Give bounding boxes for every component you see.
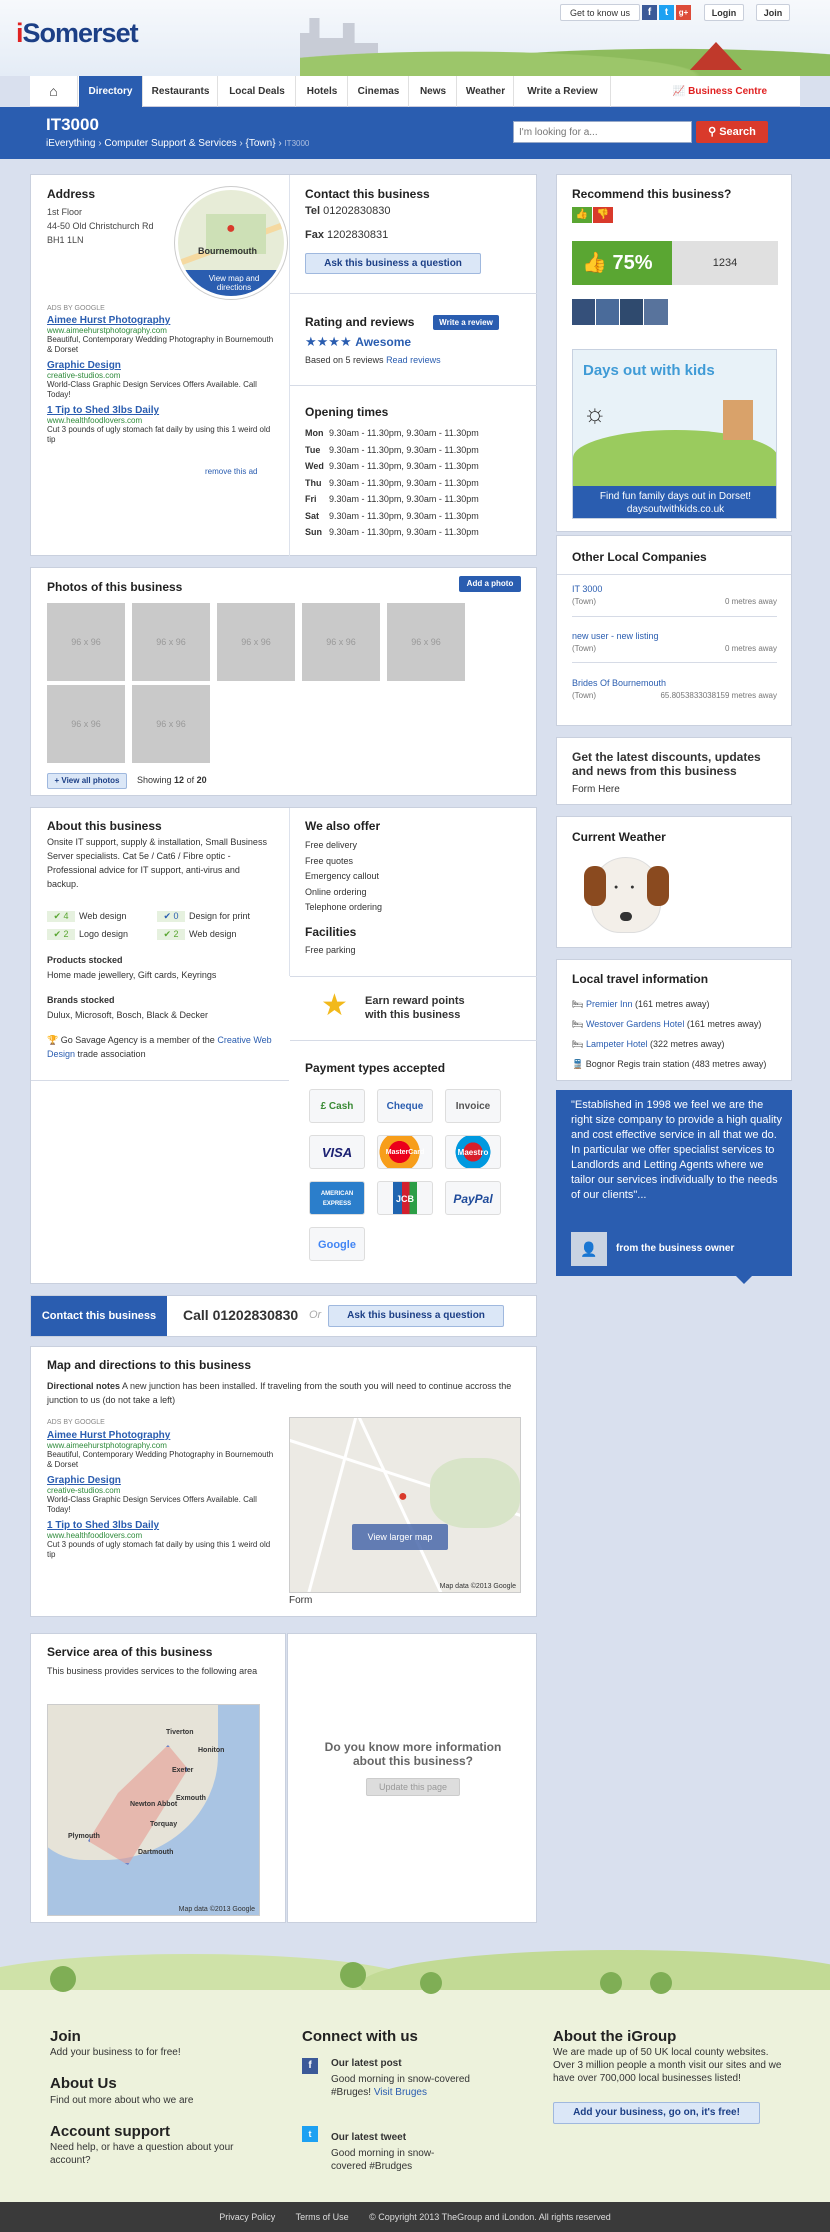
get-to-know-label: Get to know us <box>560 4 640 21</box>
offer-heading: We also offer <box>305 819 381 833</box>
recommender-avatars[interactable] <box>572 299 668 325</box>
facebook-icon[interactable]: f <box>302 2058 318 2074</box>
payment-maestro: Maestro <box>445 1135 501 1169</box>
ads-label: ADS BY GOOGLE <box>47 305 105 312</box>
local-company-link[interactable]: Brides Of Bournemouth <box>572 678 667 688</box>
ad-url[interactable]: www.aimeehurstphotography.com <box>47 326 167 335</box>
opening-times-list <box>305 425 479 541</box>
offer-item: Online ordering <box>305 886 367 897</box>
contact-bar <box>30 1295 537 1337</box>
dog-ear-icon <box>584 866 606 906</box>
tel-label: Tel <box>305 205 321 217</box>
write-review-button[interactable]: Write a review <box>433 315 499 330</box>
facilities-heading: Facilities <box>305 925 357 939</box>
ask-question-button[interactable]: Ask this business a question <box>305 253 481 274</box>
dog-ear-icon <box>647 866 669 906</box>
payment-heading: Payment types accepted <box>305 1061 446 1075</box>
ask-question-button[interactable]: Ask this business a question <box>328 1305 504 1327</box>
map-park <box>430 1458 520 1528</box>
directions-form[interactable]: Form <box>289 1595 313 1606</box>
ad-url[interactable]: www.aimeehurstphotography.com <box>47 1441 167 1450</box>
current-weather <box>556 816 792 948</box>
google-ads-block <box>47 315 277 445</box>
breadcrumb: iEverything › Computer Support & Services › {Town} › IT3000 <box>46 138 310 149</box>
photos-card <box>30 567 537 796</box>
service-tag: ✔ 2 Logo design <box>47 929 128 940</box>
nav-weather[interactable]: Weather <box>458 76 514 107</box>
service-tag: ✔ 4 Web design <box>47 911 126 922</box>
site-footer <box>0 1942 830 2202</box>
footer-join-heading[interactable]: Join <box>50 2028 81 2045</box>
ads-label: ADS BY GOOGLE <box>47 1419 105 1426</box>
site-logo[interactable]: iSomerset <box>16 18 138 48</box>
trophy-icon: 🏆 <box>47 1035 61 1045</box>
service-area-map[interactable] <box>47 1704 260 1916</box>
map-pin-icon: ● <box>398 1488 408 1505</box>
address-line: 1st Floor <box>47 207 83 217</box>
address-line: BH1 1LN <box>47 235 84 245</box>
know-more-text: Do you know more information about this business? <box>324 1740 502 1768</box>
ad-desc: Beautiful, Contemporary Wedding Photography in Bournemouth & Dorset <box>47 1450 274 1469</box>
read-reviews-link[interactable]: Read reviews <box>386 355 441 365</box>
nav-directory[interactable]: Directory <box>79 76 143 107</box>
facility-item: Free parking <box>305 945 356 955</box>
latest-tweet-text: Good morning in snow-covered #Brudges <box>331 2148 435 2172</box>
terms-link[interactable]: Terms of Use <box>295 2212 349 2222</box>
about-heading: About this business <box>47 819 162 833</box>
hours-row: Sun 9.30am - 11.30pm, 9.30am - 11.30pm <box>305 527 479 537</box>
chart-icon: 📈 <box>672 86 689 97</box>
bed-icon: 🛏 <box>572 999 586 1009</box>
photos-heading: Photos of this business <box>47 580 183 594</box>
privacy-policy-link[interactable]: Privacy Policy <box>219 2212 276 2222</box>
discounts-signup <box>556 737 792 805</box>
add-business-button[interactable]: Add your business, go on, it's free! <box>553 2102 760 2124</box>
brands-text: Dulux, Microsoft, Bosch, Black & Decker <box>47 1010 209 1020</box>
service-area-text: This business provides services to the following area <box>47 1666 258 1676</box>
products-heading: Products stocked <box>47 955 123 965</box>
divider <box>31 1080 289 1081</box>
directional-notes: Directional notes A new junction has been installed. If traveling from the south you will need to continue accross the junction to us (do not take a left) <box>47 1381 512 1405</box>
footer-igroup-text: We are made up of 50 UK local county websites. Over 3 million people a month visit our sites and we have over 700,000 local businesses listed! <box>553 2047 782 2084</box>
map-town-label: Bournemouth <box>198 246 257 256</box>
map-place-label: Torquay <box>150 1821 178 1828</box>
travel-item: 🚆 Bognor Regis train station (483 metres away) <box>572 1059 767 1069</box>
service-area-card <box>30 1633 286 1923</box>
twitter-icon[interactable]: t <box>302 2126 318 2142</box>
remove-ad-link[interactable]: remove this ad <box>205 467 258 476</box>
nav-cinemas[interactable]: Cinemas <box>349 76 409 107</box>
know-more-card <box>287 1633 537 1923</box>
castle-illustration <box>723 400 753 440</box>
ad-url[interactable]: www.healthfoodlovers.com <box>47 1531 143 1540</box>
photo-placeholder[interactable]: 96 x 96 <box>132 685 210 763</box>
ad-title[interactable]: 1 Tip to Shed 3lbs Daily <box>47 1520 160 1531</box>
address-line: 44-50 Old Christchurch Rd <box>47 221 154 231</box>
travel-item: 🛏 Westover Gardens Hotel (161 metres away) <box>572 1019 762 1029</box>
owner-avatar: 👤 <box>571 1232 607 1266</box>
map-place-label: Exeter <box>172 1767 194 1774</box>
hills-illustration <box>300 38 830 76</box>
contact-bar-label: Contact this business <box>31 1296 167 1336</box>
weather-heading: Current Weather <box>572 830 666 844</box>
ad-title[interactable]: Aimee Hurst Photography <box>47 1430 171 1441</box>
divider <box>572 616 777 617</box>
map-attribution: Map data ©2013 Google <box>439 1583 516 1590</box>
directions-card <box>30 1346 537 1617</box>
train-icon: 🚆 <box>572 1059 586 1069</box>
offer-item: Free quotes <box>305 855 354 866</box>
divider <box>290 293 537 294</box>
star-reward-icon: ★ <box>321 989 348 1022</box>
home-icon[interactable]: ⌂ <box>30 76 78 107</box>
rating-stars <box>305 334 411 350</box>
or-label: Or <box>309 1309 322 1321</box>
nav-business-centre[interactable]: 📈 Business Centre <box>672 86 768 97</box>
divider <box>290 1040 537 1041</box>
hours-row: Thu 9.30am - 11.30pm, 9.30am - 11.30pm <box>305 477 479 488</box>
join-button[interactable]: Join <box>756 4 790 21</box>
divider <box>572 662 777 663</box>
nav-news[interactable]: News <box>410 76 457 107</box>
payment-google: Google <box>309 1227 365 1261</box>
ad-title[interactable]: Graphic Design <box>47 360 121 371</box>
search-input[interactable] <box>513 121 692 143</box>
discounts-heading: Get the latest discounts, updates and news from this business <box>572 750 761 778</box>
local-heading: Other Local Companies <box>572 550 707 564</box>
crumb-current: IT3000 <box>284 139 310 148</box>
business-info-card <box>30 174 537 556</box>
offer-item: Free delivery <box>305 840 358 850</box>
service-tag: ✔ 0 Design for print <box>157 911 250 922</box>
recommend-card <box>556 174 792 532</box>
nav-write-review[interactable]: Write a Review <box>515 76 611 107</box>
search-icon: ⚲ <box>708 126 720 138</box>
column-divider <box>289 175 290 557</box>
ferris-wheel-icon: ☼ <box>583 398 607 428</box>
directions-heading: Map and directions to this business <box>47 1358 252 1372</box>
photos-count: Showing 12 of 20 <box>137 775 207 785</box>
opening-times-heading: Opening times <box>305 405 389 419</box>
ad-title[interactable]: 1 Tip to Shed 3lbs Daily <box>47 405 160 416</box>
local-company-town: (Town) <box>572 644 597 653</box>
footer-join-text: Add your business to for free! <box>50 2047 181 2058</box>
footer-account-heading[interactable]: Account support <box>50 2123 170 2140</box>
view-map-link[interactable]: View map and directions <box>178 270 287 299</box>
check-icon: ✔ 0 <box>157 911 185 922</box>
hours-row: Wed 9.30am - 11.30pm, 9.30am - 11.30pm <box>305 461 479 471</box>
map-place-label: Plymouth <box>68 1833 100 1840</box>
thumbs-up-icon[interactable]: 👍 <box>572 207 592 223</box>
crumb-iEverything[interactable]: iEverything <box>46 138 96 149</box>
other-local-companies <box>556 535 792 726</box>
local-travel-info <box>556 959 792 1081</box>
quote-text: "Established in 1998 we feel we are the right size company to provide a high quality and cost effective service in all that we do. In particular we offer specialist services to Landlords and Letting Agents where we tailor our services individually to the needs of our clients"... <box>571 1099 782 1201</box>
tree-icon <box>50 1966 76 1992</box>
days-out-ad[interactable] <box>572 349 777 519</box>
google-plus-icon[interactable]: g+ <box>676 5 691 20</box>
ad-desc: Cut 3 pounds of ugly stomach fat daily by using this 1 weird old tip <box>47 1540 271 1559</box>
map-attribution: Map data ©2013 Google <box>178 1906 255 1913</box>
reward-points-text: Earn reward points with this business <box>365 995 465 1021</box>
facebook-icon[interactable]: f <box>642 5 657 20</box>
local-company-distance: 0 metres away <box>724 644 777 653</box>
trade-association-link[interactable]: Creative Web Design <box>47 1035 272 1059</box>
nav-restaurants[interactable]: Restaurants <box>144 76 218 107</box>
address-lines <box>47 205 154 247</box>
add-photo-button[interactable]: Add a photo <box>459 576 521 592</box>
hours-row: Fri 9.30am - 11.30pm, 9.30am - 11.30pm <box>305 494 479 504</box>
rating-heading: Rating and reviews <box>305 315 415 329</box>
payment-visa: VISA <box>309 1135 365 1169</box>
contact-heading: Contact this business <box>305 187 430 201</box>
ad-desc: World-Class Graphic Design Services Offers Available. Call Today! <box>47 1495 257 1514</box>
weather-dog-icon <box>591 857 661 933</box>
site-header <box>0 0 830 76</box>
quote-pointer <box>736 1276 752 1284</box>
map-pin-icon: ● <box>226 220 236 237</box>
call-number[interactable]: Call 01202830830 <box>183 1307 299 1323</box>
footer-about-text: Find out more about who we are <box>50 2095 194 2106</box>
latest-tweet-heading: Our latest tweet <box>331 2132 407 2143</box>
latest-post-text: Good morning in snow-covered #Bruges! Visit Bruges <box>331 2074 470 2098</box>
bottom-bar <box>0 2202 830 2232</box>
ad-url[interactable]: creative-studios.com <box>47 371 121 380</box>
recommend-percent: 👍 75% <box>572 241 672 285</box>
title-band <box>0 107 830 159</box>
search-button[interactable]: ⚲ Search <box>696 121 768 143</box>
payment-cash: £ Cash <box>309 1089 365 1123</box>
fax-label: Fax <box>305 229 324 241</box>
travel-heading: Local travel information <box>572 972 709 986</box>
brands-heading: Brands stocked <box>47 995 115 1005</box>
days-out-title: Days out with kids <box>583 362 715 379</box>
travel-link[interactable]: Premier Inn <box>585 999 633 1009</box>
offer-item: Emergency callout <box>305 871 380 881</box>
footer-account-text: Need help, or have a question about your account? <box>50 2142 234 2166</box>
crumb-category[interactable]: Computer Support & Services <box>104 138 237 149</box>
tree-icon <box>600 1972 622 1994</box>
payment-cheque: Cheque <box>377 1089 433 1123</box>
hours-row: Mon 9.30am - 11.30pm, 9.30am - 11.30pm <box>305 428 479 438</box>
hours-row: Sat 9.30am - 11.30pm, 9.30am - 11.30pm <box>305 510 479 521</box>
products-text: Home made jewellery, Gift cards, Keyrings <box>47 970 217 980</box>
travel-item: 🛏 Premier Inn (161 metres away) <box>572 999 710 1009</box>
map-place-label: Honiton <box>198 1747 225 1754</box>
based-on-text: Based on 5 reviews <box>305 355 384 365</box>
directions-map[interactable] <box>289 1417 521 1593</box>
column-divider <box>289 808 290 976</box>
about-text: Onsite IT support, supply & installation, Small Business Server specialists. Cat 5e / Cat6 / Fibre optic - Professional advice for IT support, anti-virus and backup. <box>47 837 267 889</box>
offer-list <box>305 838 382 916</box>
google-ads-block <box>47 1430 277 1560</box>
offer-item: Telephone ordering <box>305 902 383 912</box>
map-place-label: Dartmouth <box>138 1849 174 1856</box>
latest-post-heading: Our latest post <box>331 2058 402 2069</box>
thumbs-down-icon[interactable]: 👎 <box>593 207 613 223</box>
fax-line <box>305 229 388 241</box>
dog-nose-icon <box>620 912 632 921</box>
update-page-button[interactable]: Update this page <box>366 1778 460 1796</box>
ad-desc: Cut 3 pounds of ugly stomach fat daily by using this 1 weird old tip <box>47 425 271 444</box>
login-button[interactable]: Login <box>704 4 744 21</box>
photo-placeholder[interactable]: 96 x 96 <box>47 685 125 763</box>
payment-invoice: Invoice <box>445 1089 501 1123</box>
footer-igroup-heading: About the iGroup <box>553 2028 677 2045</box>
recommend-heading: Recommend this business? <box>572 187 732 201</box>
map-road <box>304 1417 359 1593</box>
thumbs-up-icon: 👍 <box>582 252 613 274</box>
view-all-photos-button[interactable]: + View all photos <box>47 773 127 789</box>
travel-link[interactable]: Lampeter Hotel <box>585 1039 648 1049</box>
dog-eyes-icon: ●● <box>614 884 647 891</box>
service-area-heading: Service area of this business <box>47 1645 213 1659</box>
ad-title[interactable]: Graphic Design <box>47 1475 121 1486</box>
tent-illustration <box>690 42 742 70</box>
photo-placeholder[interactable]: 96 x 96 <box>387 603 465 681</box>
footer-about-heading[interactable]: About Us <box>50 2075 117 2092</box>
payment-paypal: PayPal <box>445 1181 501 1215</box>
local-company-town: (Town) <box>572 597 597 606</box>
service-tag: ✔ 2 Web design <box>157 929 236 940</box>
payment-amex: AMERICAN EXPRESS <box>309 1181 365 1215</box>
view-larger-map-button[interactable]: View larger map <box>352 1524 448 1550</box>
about-card <box>30 807 537 1284</box>
twitter-icon[interactable]: t <box>659 5 674 20</box>
divider <box>557 574 791 575</box>
ad-desc: World-Class Graphic Design Services Offers Available. Call Today! <box>47 380 257 399</box>
quote-from: from the business owner <box>616 1243 735 1254</box>
review-count <box>305 355 441 365</box>
ad-url[interactable]: creative-studios.com <box>47 1486 121 1495</box>
ad-title[interactable]: Aimee Hurst Photography <box>47 315 171 326</box>
tel-line <box>305 205 390 217</box>
map-place-label: Tiverton <box>166 1729 194 1736</box>
tree-icon <box>340 1962 366 1988</box>
local-company-town: (Town) <box>572 691 597 700</box>
address-map-thumbnail[interactable] <box>175 187 287 299</box>
photo-placeholder[interactable]: 96 x 96 <box>47 603 125 681</box>
local-company-link[interactable]: new user - new listing <box>572 631 659 641</box>
visit-bruges-link[interactable]: Visit Bruges <box>373 2087 427 2098</box>
divider <box>290 385 537 386</box>
fax-number: 1202830831 <box>327 229 389 241</box>
tree-icon <box>420 1972 442 1994</box>
local-company-distance: 0 metres away <box>724 597 777 606</box>
bed-icon: 🛏 <box>572 1039 586 1049</box>
star-icons: ★★★★ <box>305 334 352 349</box>
tree-icon <box>650 1972 672 1994</box>
main-nav <box>30 76 800 107</box>
footer-connect-heading: Connect with us <box>302 2028 418 2045</box>
nav-hotels[interactable]: Hotels <box>297 76 348 107</box>
bed-icon: 🛏 <box>572 1019 586 1029</box>
nav-local-deals[interactable]: Local Deals <box>219 76 296 107</box>
crumb-town[interactable]: {Town} <box>245 138 276 149</box>
check-icon: ✔ 4 <box>47 911 75 922</box>
discounts-form[interactable]: Form Here <box>572 784 620 795</box>
copyright-text: © Copyright 2013 TheGroup and iLondon. All rights reserved <box>369 2212 611 2222</box>
tel-number[interactable]: 01202830830 <box>323 205 391 217</box>
local-company-distance: 65.8053833038159 metres away <box>660 691 777 700</box>
check-icon: ✔ 2 <box>157 929 185 940</box>
photo-placeholder[interactable]: 96 x 96 <box>132 603 210 681</box>
owner-quote <box>556 1090 792 1276</box>
hours-row: Tue 9.30am - 11.30pm, 9.30am - 11.30pm <box>305 444 479 455</box>
page-title: IT3000 <box>46 115 99 134</box>
travel-link[interactable]: Westover Gardens Hotel <box>585 1019 685 1029</box>
member-text: 🏆 Go Savage Agency is a member of the Creative Web Design trade association <box>47 1035 272 1059</box>
photo-placeholder[interactable]: 96 x 96 <box>217 603 295 681</box>
address-heading: Address <box>47 187 96 201</box>
map-place-label: Newton Abbot <box>130 1801 178 1808</box>
ad-url[interactable]: www.healthfoodlovers.com <box>47 416 143 425</box>
ad-desc: Beautiful, Contemporary Wedding Photography in Bournemouth & Dorset <box>47 335 274 354</box>
divider <box>290 976 537 977</box>
payment-mastercard: MasterCard <box>377 1135 433 1169</box>
check-icon: ✔ 2 <box>47 929 75 940</box>
travel-list <box>572 994 766 1074</box>
local-company-link[interactable]: IT 3000 <box>572 584 603 594</box>
recommend-count: 1234 <box>672 241 778 285</box>
rating-word: Awesome <box>355 335 412 349</box>
payment-jcb: JCB <box>377 1181 433 1215</box>
days-out-caption: Find fun family days out in Dorset! daysoutwithkids.co.uk <box>573 486 777 519</box>
photo-placeholder[interactable]: 96 x 96 <box>302 603 380 681</box>
travel-item: 🛏 Lampeter Hotel (322 metres away) <box>572 1039 725 1049</box>
map-place-label: Exmouth <box>176 1795 206 1802</box>
